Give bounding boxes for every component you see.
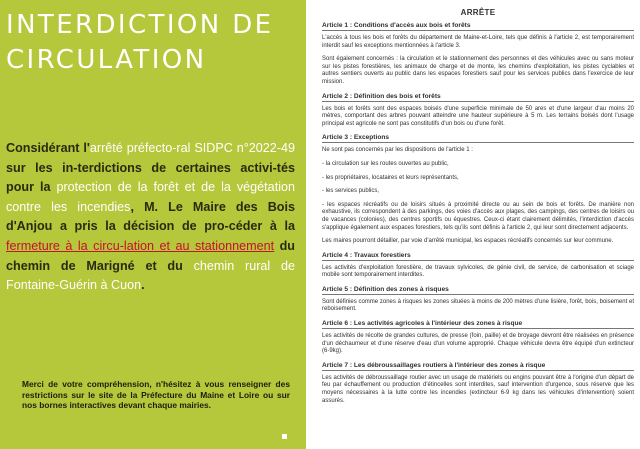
article-title: Article 5 : Définition des zones à risques xyxy=(322,286,634,295)
poster-panel xyxy=(0,0,306,449)
article-paragraph: Sont définies comme zones à risques les zones situées à moins de 200 mètres d'une lisière, forêt, bois, boisement et reboisement. xyxy=(322,298,634,313)
article-paragraph: Les maires pourront détailler, par voie d'arrêté municipal, les espaces récréatifs concernés sur leur commune. xyxy=(322,238,614,245)
article-paragraph: Ne sont pas concernés par les dispositions de l'article 1 : xyxy=(322,147,473,154)
text-segment: sur les in-terdictions de certaines activi-tés pour la xyxy=(6,160,295,195)
article-title: Article 7 : Les débroussaillages routiers à l'intérieur des zones à risque xyxy=(322,362,634,371)
article-title: Article 4 : Travaux forestiers xyxy=(322,252,634,261)
article-body xyxy=(322,333,634,356)
article-6 xyxy=(322,320,634,356)
document-heading: ARRÊTE xyxy=(460,8,496,17)
text-segment: , M. Le Maire des Bois d'Anjou a pris la décision de pro-céder à la xyxy=(6,199,295,234)
article-body xyxy=(322,375,634,405)
corner-decoration xyxy=(282,434,287,439)
forest-protection-text: protection de la forêt et de la végétation contre les incendies xyxy=(6,180,295,214)
article-paragraph: L'accès à tous les bois et forêts du département de Maine-et-Loire, tels que définis à l'article 2, est temporairement interdit sauf les exceptions mentionnées à l'article 3. xyxy=(322,35,634,49)
article-paragraph: - la circulation sur les routes ouvertes au public, xyxy=(322,160,449,167)
closure-link[interactable]: fermeture à la circu-lation et au stationnement xyxy=(6,238,275,253)
article-paragraph: Les activités d'exploitation forestière, de travaux sylvicoles, de génie civil, de service, de carbonisation et sciage mobile sont temporairement interdites. xyxy=(322,264,634,279)
poster-title xyxy=(6,8,302,78)
article-paragraph: - les propriétaires, locataires et leurs représentants, xyxy=(322,174,459,181)
article-paragraph: - les services publics, xyxy=(322,188,380,195)
article-4 xyxy=(322,252,634,280)
article-body xyxy=(322,106,634,129)
article-list xyxy=(322,22,634,405)
article-3 xyxy=(322,134,634,245)
article-body xyxy=(322,265,634,280)
title-line-1: INTERDICTION DE xyxy=(6,10,274,40)
article-paragraph: Sont également concernés : la circulation et le stationnement des personnes et des véhicules avec ou sans moteur sur les pistes forestières, les animaux de charge et de monte, les chemins d'exploitation, les pistes cyclables et autres sentiers ouverts au public dans les espaces forestiers sauf pour les services publics dans l'exercice de leur mission. xyxy=(322,56,634,85)
article-title: Article 1 : Conditions d'accès aux bois et forêts xyxy=(322,22,634,31)
article-1 xyxy=(322,22,634,87)
article-paragraph: Les bois et forêts sont des espaces boisés d'une superficie minimale de 50 ares et d'une largeur d'au moins 20 mètres, comportant des arbres pouvant atteindre une hauteur supérieure à 5 m. Les terrains boisés dont l'usage principal est agricole ne sont pas constitutifs d'un bois ou d'une forêt. xyxy=(322,105,634,127)
article-title: Article 2 : Définition des bois et forêts xyxy=(322,93,634,102)
article-paragraph: Les activités de débroussaillage routier avec un usage de matériels ou engins pouvant être à l'origine d'un départ de feu par échauffement ou production d'étincelles sont interdites, sauf intervention d'urgence, sous réserve que les moyens nécessaires à la lutte contre les incendies (extincteur 6-9 kg dans les véhicules d'intervention) soient assurés. xyxy=(322,374,634,404)
article-body xyxy=(322,299,634,314)
article-body xyxy=(322,35,634,87)
article-title: Article 6 : Les activités agricoles à l'intérieur des zones à risque xyxy=(322,320,634,329)
decree-document xyxy=(322,0,634,449)
text-segment: du chemin de Marigné et du xyxy=(6,238,295,273)
info-note: Merci de votre compréhension, n'hésitez à vous renseigner des restrictions sur le site de la Préfecture du Maine et Loire ou sur nos bornes interactives devant chaque mairies. xyxy=(22,379,290,411)
article-2 xyxy=(322,93,634,129)
prefectoral-decree-ref: arrêté préfecto-ral SIDPC n°2022-49 xyxy=(89,141,295,155)
article-title: Article 3 : Exceptions xyxy=(322,134,634,143)
text-segment: Considérant l' xyxy=(6,141,90,155)
announcement-text xyxy=(6,139,295,296)
article-7 xyxy=(322,362,634,405)
article-body xyxy=(322,147,634,245)
text-segment: . xyxy=(141,278,145,293)
road-name: chemin rural de Fontaine-Guérin à Cuon xyxy=(6,258,295,293)
article-5 xyxy=(322,286,634,314)
article-paragraph: - les espaces récréatifs ou de loisirs situés à proximité directe ou au sein de bois et forêts. De manière non exhaustive, ils correspondent à des parkings, des voies d'accès aux plages, des campings, des centres de loisirs ou de vacances (colonies), des centres sportifs ou équestres. Ceux-ci étant clairement délimités, l'interdiction d'accès s'applique également aux espaces forestiers, tels qu'ils sont définis à l'article 2, qui leur sont directement adjacents. xyxy=(322,201,634,231)
article-paragraph: Les activités de récolte de grandes cultures, de presse (foin, paille) et de broyage devront être réalisées en présence d'un déchaumeur et d'une réserve d'eau d'un volume approprié. Chaque véhicule devra être équipé d'un extincteur (6-9kg). xyxy=(322,333,634,355)
title-line-2: CIRCULATION xyxy=(6,45,207,75)
